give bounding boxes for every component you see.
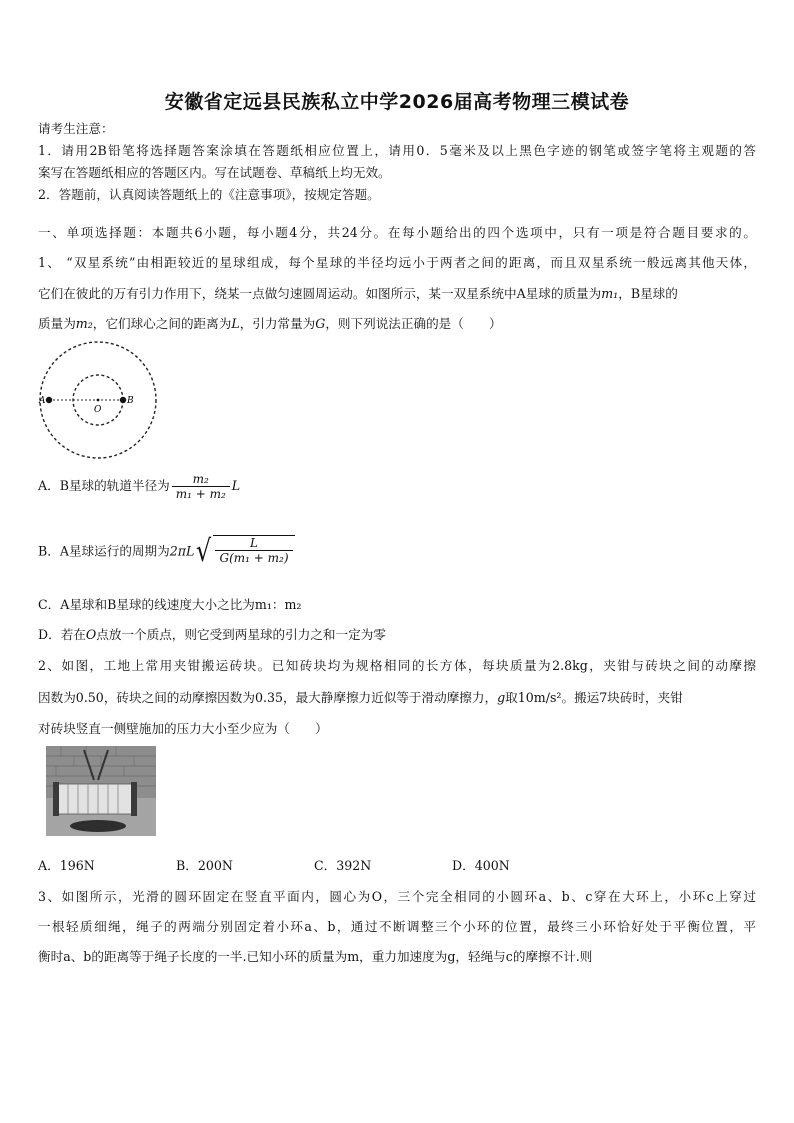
q1-line-3: 质量为m₂，它们球心之间的距离为L，引力常量为G，则下列说法正确的是（ ） xyxy=(38,316,502,331)
fraction: $\frac{\text{m₂}}{\text{m₁ + m₂}}$ xyxy=(172,472,230,501)
q1-option-c[interactable]: C．A星球和B星球的线速度大小之比为m₁：m₂ xyxy=(38,597,302,612)
q3-line-3: 衡时a、b的距离等于绳子长度的一半.已知小环的质量为m，重力加速度为g，轻绳与c的摩擦不计.则 xyxy=(38,949,593,964)
q2-option-a[interactable]: A．196N xyxy=(38,858,95,873)
q1-option-a[interactable]: A．B星球的轨道半径为 $\frac{\text{m₂}}{\text{m₁ + m₂}}$ L xyxy=(38,472,241,501)
section-heading: 一、单项选择题：本题共6小题，每小题4分，共24分。在每小题给出的四个选项中，只有一项是符合题目要求的。 xyxy=(38,225,756,240)
notice-item-1-cont: 案写在答题纸相应的答题区内。写在试题卷、草稿纸上均无效。 xyxy=(38,165,391,180)
star-a xyxy=(46,397,52,403)
label-o: O xyxy=(94,405,102,415)
page-title: 安徽省定远县民族私立中学2026届高考物理三模试卷 xyxy=(164,91,630,113)
star-b xyxy=(120,397,126,403)
label-b: B xyxy=(127,396,134,406)
mass-m2: m₂ xyxy=(75,316,93,331)
q1-line-2: 它们在彼此的万有引力作用下，绕某一点做匀速圆周运动。如图所示，某一双星系统中A星球的质量为m₁，B星球的 xyxy=(38,286,678,301)
q1-line-1: 1、 “双星系统”由相距较近的星球组成，每个星球的半径均远小于两者之间的距离，而且双星系统一般远离其他天体， xyxy=(38,255,756,270)
q3-line-1: 3、如图所示，光滑的圆环固定在竖直平面内，圆心为O，三个完全相同的小圆环a、b、c穿在大环上，小环c上穿过 xyxy=(38,889,756,904)
q2-option-c[interactable]: C．392N xyxy=(314,858,372,873)
binary-star-figure xyxy=(36,338,160,462)
gravitational-constant-G: G xyxy=(315,316,326,331)
distance-L: L xyxy=(231,316,240,331)
q3-line-2: 一根轻质细绳，绳子的两端分别固定着小环a、b，通过不断调整三个小环的位置，最终三小环恰好处于平衡位置，平 xyxy=(38,919,756,934)
q2-line-1: 2、如图，工地上常用夹钳搬运砖块。已知砖块均为规格相同的长方体，每块质量为2.8kg，夹钳与砖块之间的动摩擦 xyxy=(38,658,756,673)
mass-m1: m₁ xyxy=(601,286,619,301)
q2-line-2: 因数为0.50，砖块之间的动摩擦因数为0.35，最大静摩擦力近似等于滑动摩擦力，g取10m/s²。搬运7块砖时，夹钳 xyxy=(38,690,683,705)
notice-heading: 请考生注意： xyxy=(38,121,114,136)
q2-line-3: 对砖块竖直一侧壁施加的压力大小至少应为（ ） xyxy=(38,721,328,736)
label-a: A xyxy=(39,396,46,406)
q1-option-b[interactable]: B．A星球运行的周期为2πL √ $\frac{L}{\text{G(m₁ + m₂)}}$ xyxy=(38,532,295,572)
notice-item-1: 1．请用2B铅笔将选择题答案涂填在答题纸相应位置上，请用0．5毫米及以上黑色字迹的钢笔或签字笔将主观题的答 xyxy=(38,143,756,158)
center-point xyxy=(97,399,100,402)
q1-option-d[interactable]: D．若在O点放一个质点，则它受到两星球的引力之和一定为零 xyxy=(38,627,386,642)
notice-item-2: 2．答题前，认真阅读答题纸上的《注意事项》，按规定答题。 xyxy=(38,187,380,202)
square-root: √ $\frac{L}{\text{G(m₁ + m₂)}}$ xyxy=(194,532,294,572)
brick-clamp-photo xyxy=(46,746,156,836)
q2-option-b[interactable]: B．200N xyxy=(176,858,233,873)
q2-option-d[interactable]: D．400N xyxy=(452,858,510,873)
